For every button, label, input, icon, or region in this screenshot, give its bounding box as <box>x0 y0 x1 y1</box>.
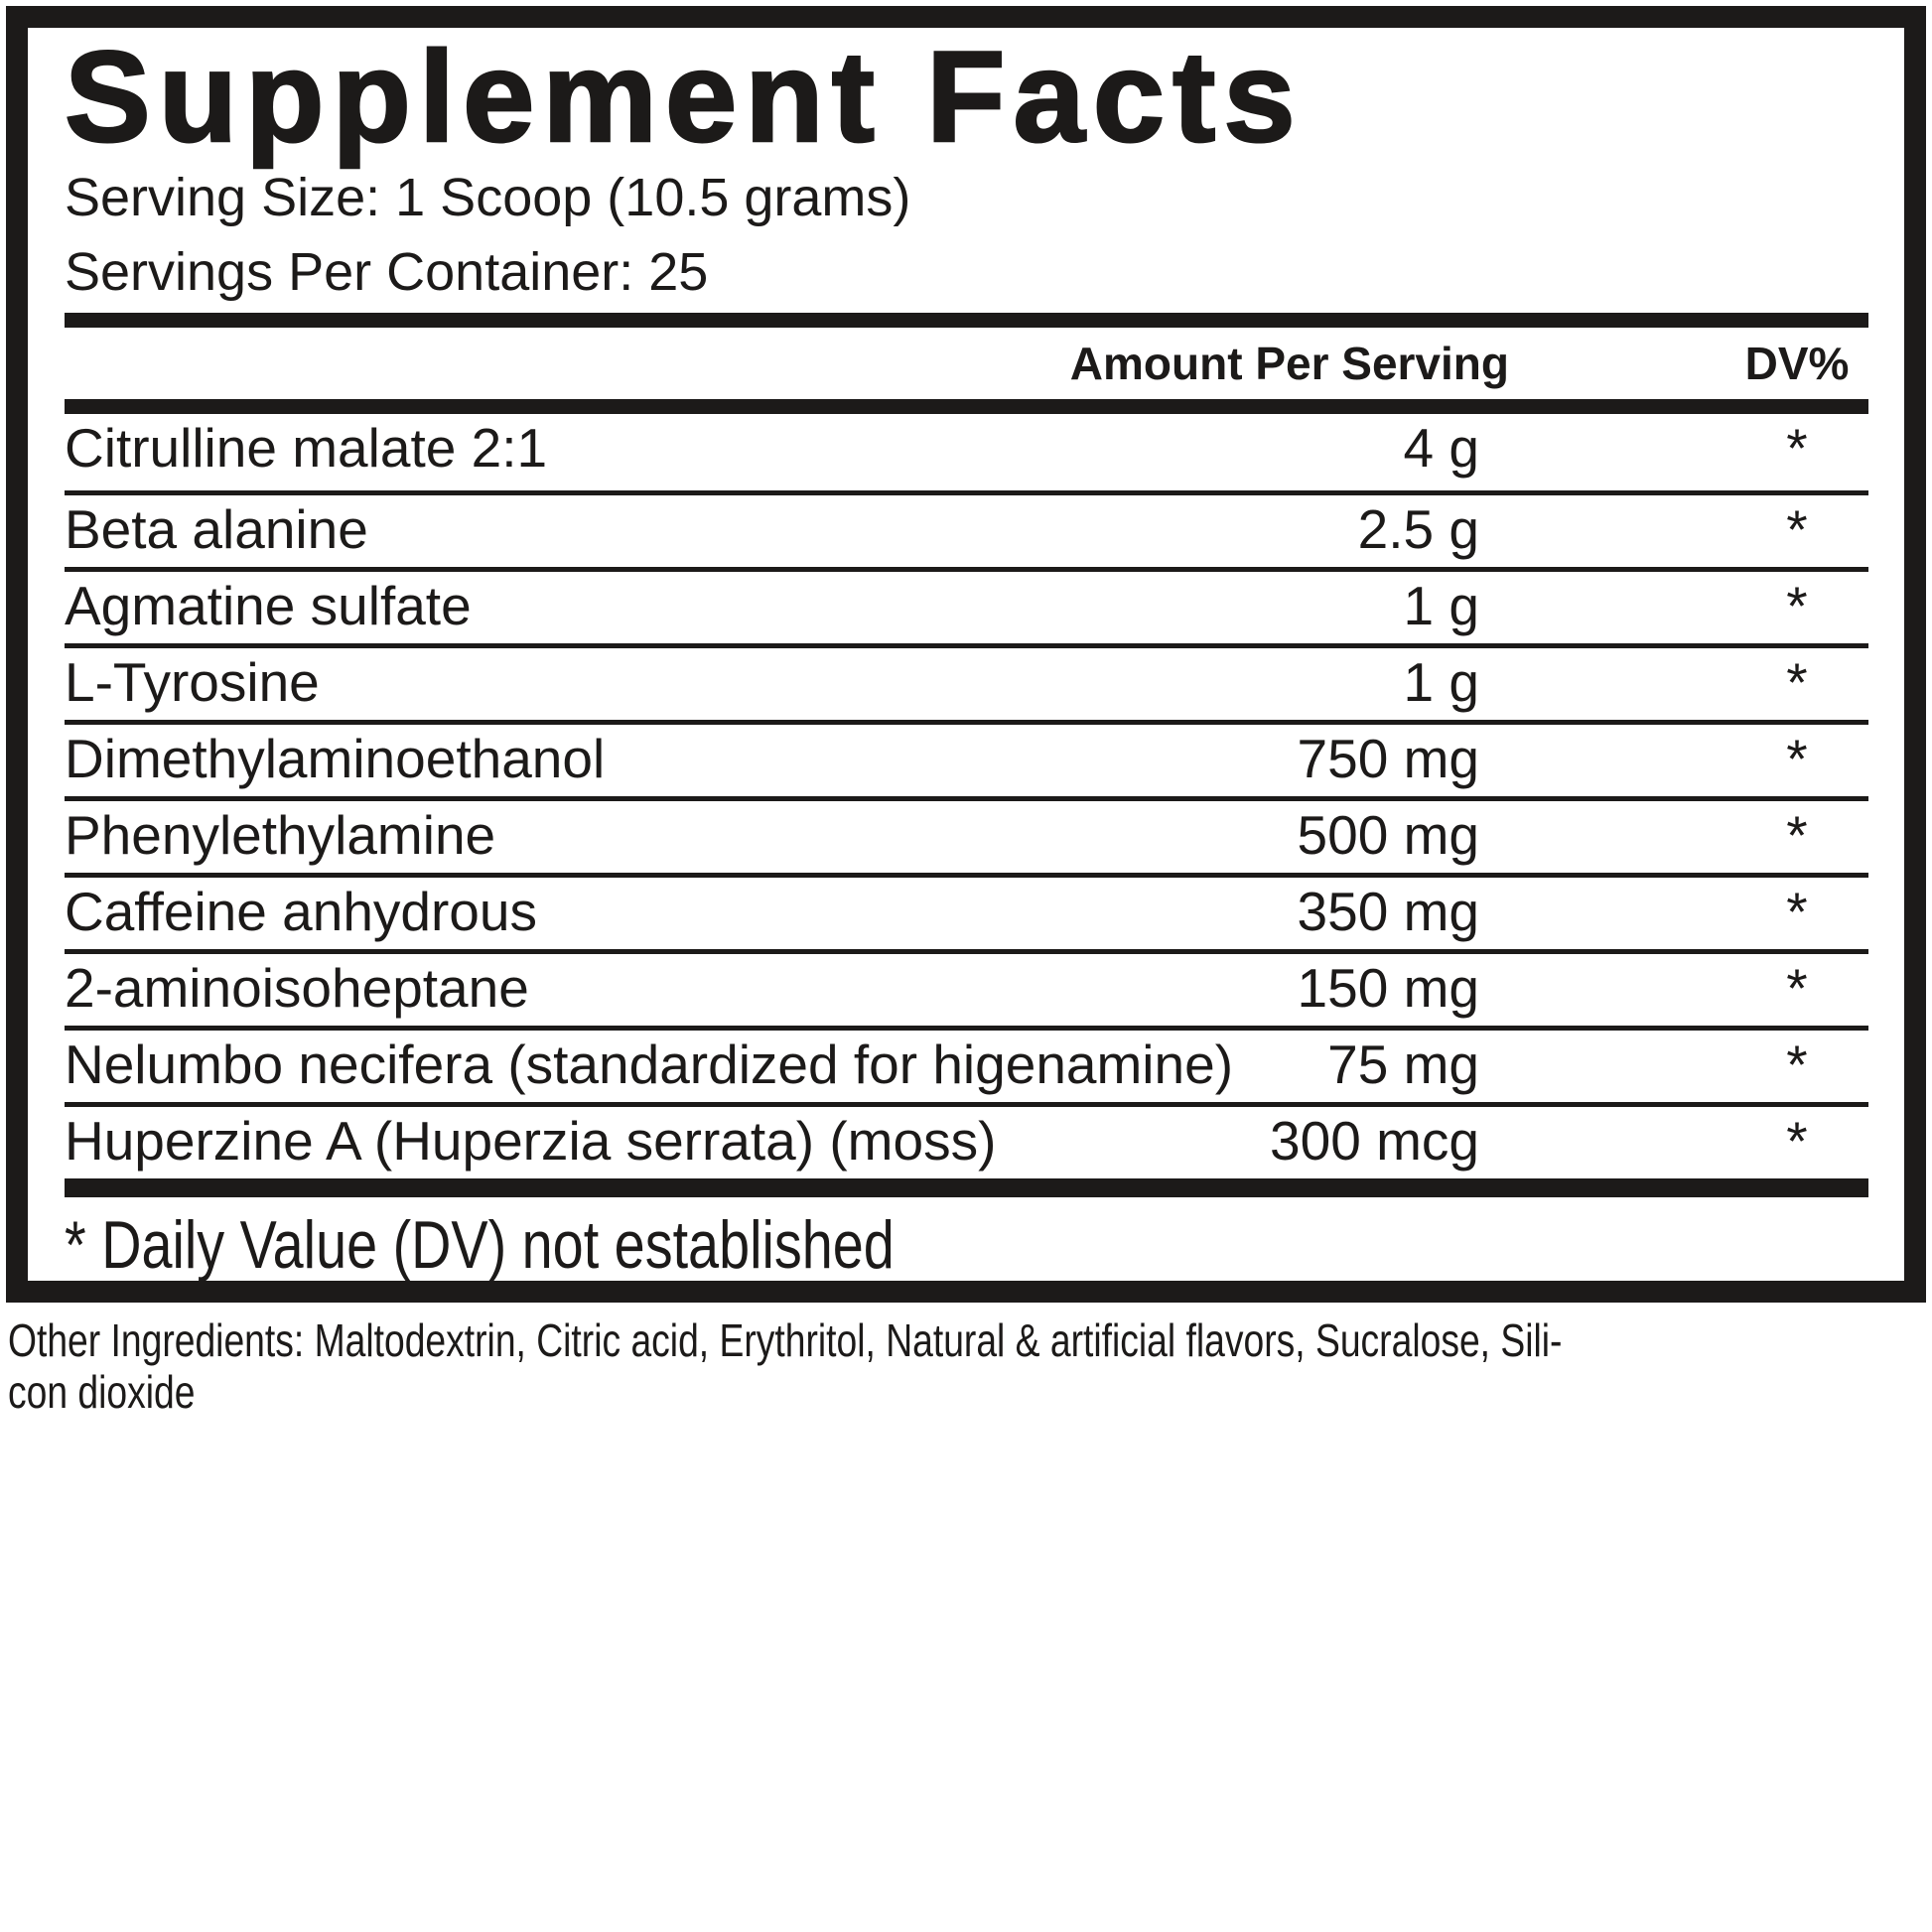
other-ingredients-block <box>8 1314 1927 1418</box>
other-ingredients-line-1: Other Ingredients: Maltodextrin, Citric acid, Erythritol, Natural & artificial flavors, Sucralose, Sili- <box>8 1314 1563 1366</box>
ingredient-name: Nelumbo necifera (standardized for higenamine) <box>65 1034 1234 1095</box>
ingredient-name: 2-aminoisoheptane <box>65 957 529 1019</box>
ingredient-name: Phenylethylamine <box>65 804 496 866</box>
ingredient-dv-value: * <box>1786 957 1808 1019</box>
ingredient-row <box>65 643 1868 720</box>
table-header-row <box>65 328 1868 399</box>
other-ingredients-line-2: con dioxide <box>8 1366 196 1418</box>
ingredient-dv-value: * <box>1786 728 1808 789</box>
ingredient-name: Caffeine anhydrous <box>65 881 537 942</box>
ingredient-name: Dimethylaminoethanol <box>65 728 606 789</box>
daily-value-footnote <box>65 1197 1868 1283</box>
column-header-amount: Amount Per Serving <box>1069 338 1509 389</box>
ingredient-name: Agmatine sulfate <box>65 575 472 636</box>
ingredient-dv-value: * <box>1786 651 1808 713</box>
ingredient-row <box>65 720 1868 796</box>
ingredient-row <box>65 949 1868 1026</box>
servings-per-container-line: Servings Per Container: 25 <box>65 242 709 302</box>
ingredient-amount: 150 mg <box>1297 957 1479 1019</box>
divider-thick-under-header <box>65 399 1868 414</box>
ingredient-amount: 2.5 g <box>1357 498 1479 560</box>
column-header-dv: DV% <box>1744 338 1850 389</box>
ingredient-row <box>65 1026 1868 1102</box>
ingredient-dv-value: * <box>1786 575 1808 636</box>
ingredient-dv-value: * <box>1786 1110 1808 1172</box>
panel-title: Supplement Facts <box>65 24 1304 169</box>
ingredient-amount: 300 mcg <box>1270 1110 1479 1172</box>
ingredient-amount: 4 g <box>1403 417 1479 479</box>
ingredient-dv-value: * <box>1786 1034 1808 1095</box>
ingredient-dv-value: * <box>1786 417 1808 479</box>
ingredient-row <box>65 414 1868 490</box>
ingredient-dv-value: * <box>1786 881 1808 942</box>
daily-value-footnote-text: * Daily Value (DV) not established <box>65 1207 895 1283</box>
ingredient-amount: 750 mg <box>1297 728 1479 789</box>
supplement-facts-panel <box>6 6 1926 1303</box>
ingredient-row <box>65 490 1868 567</box>
divider-thick-bottom <box>65 1178 1868 1197</box>
ingredient-name: L-Tyrosine <box>65 651 320 713</box>
ingredient-table <box>65 414 1868 1178</box>
ingredient-amount: 350 mg <box>1297 881 1479 942</box>
divider-thick-top <box>65 313 1868 328</box>
ingredient-dv-value: * <box>1786 498 1808 560</box>
ingredient-name: Beta alanine <box>65 498 368 560</box>
ingredient-name: Citrulline malate 2:1 <box>65 417 548 479</box>
serving-size-line: Serving Size: 1 Scoop (10.5 grams) <box>65 168 911 227</box>
ingredient-dv-value: * <box>1786 804 1808 866</box>
ingredient-amount: 75 mg <box>1327 1034 1479 1095</box>
ingredient-row <box>65 873 1868 949</box>
ingredient-amount: 500 mg <box>1297 804 1479 866</box>
ingredient-row <box>65 796 1868 873</box>
ingredient-amount: 1 g <box>1403 651 1479 713</box>
ingredient-amount: 1 g <box>1403 575 1479 636</box>
ingredient-row <box>65 1102 1868 1178</box>
ingredient-row <box>65 567 1868 643</box>
ingredient-name: Huperzine A (Huperzia serrata) (moss) <box>65 1110 997 1172</box>
